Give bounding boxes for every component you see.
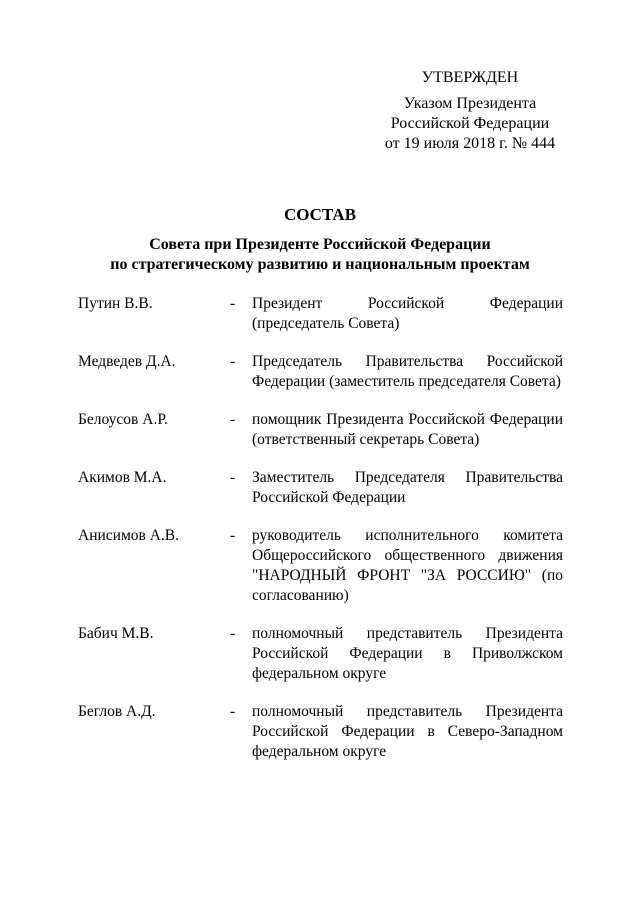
member-row [78, 294, 563, 334]
member-row [78, 468, 563, 508]
member-role: полномочный представитель Президента Российской Федерации в Приволжском федеральном округе [252, 625, 563, 682]
member-name: Анисимов А.В. [78, 527, 179, 544]
document-title-block [60, 205, 580, 275]
member-name: Акимов М.А. [78, 469, 167, 486]
member-role: помощник Президента Российской Федерации (ответственный секретарь Совета) [252, 411, 563, 448]
member-dash: - [230, 703, 236, 720]
member-role: Президент Российской Федерации (председатель Совета) [252, 295, 563, 332]
member-name: Белоусов А.Р. [78, 411, 168, 428]
document-subtitle-line-1: Совета при Президенте Российской Федерации [149, 236, 491, 253]
member-name: Беглов А.Д. [78, 703, 156, 720]
member-role: полномочный представитель Президента Российской Федерации в Северо-Западном федеральном округе [252, 703, 563, 760]
member-dash: - [230, 527, 236, 544]
approval-country-line: Российской Федерации [390, 115, 550, 132]
member-dash: - [230, 469, 236, 486]
member-role: руководитель исполнительного комитета Общероссийского общественного движения "НАРОДНЫЙ ФРОНТ "ЗА РОССИЮ" (по согласованию) [252, 527, 563, 604]
member-role: Председатель Правительства Российской Федерации (заместитель председателя Совета) [252, 353, 563, 390]
member-role: Заместитель Председателя Правительства Российской Федерации [252, 469, 563, 506]
member-name: Бабич М.В. [78, 625, 154, 642]
member-dash: - [230, 295, 236, 312]
document-title: СОСТАВ [283, 205, 357, 224]
approval-stamp-block [360, 68, 580, 154]
member-row [78, 624, 563, 684]
member-row [78, 352, 563, 392]
approval-stamp: УТВЕРЖДЕН [421, 69, 519, 86]
member-dash: - [230, 625, 236, 642]
approval-decree-line: Указом Президента [403, 95, 537, 112]
member-row [78, 410, 563, 450]
member-name: Медведев Д.А. [78, 353, 176, 370]
member-row [78, 702, 563, 762]
member-row [78, 526, 563, 606]
member-dash: - [230, 411, 236, 428]
member-dash: - [230, 353, 236, 370]
member-name: Путин В.В. [78, 295, 153, 312]
members-list [78, 294, 563, 780]
document-subtitle-line-2: по стратегическому развитию и национальным проектам [110, 256, 530, 273]
approval-date-line: от 19 июля 2018 г. № 444 [384, 135, 556, 152]
